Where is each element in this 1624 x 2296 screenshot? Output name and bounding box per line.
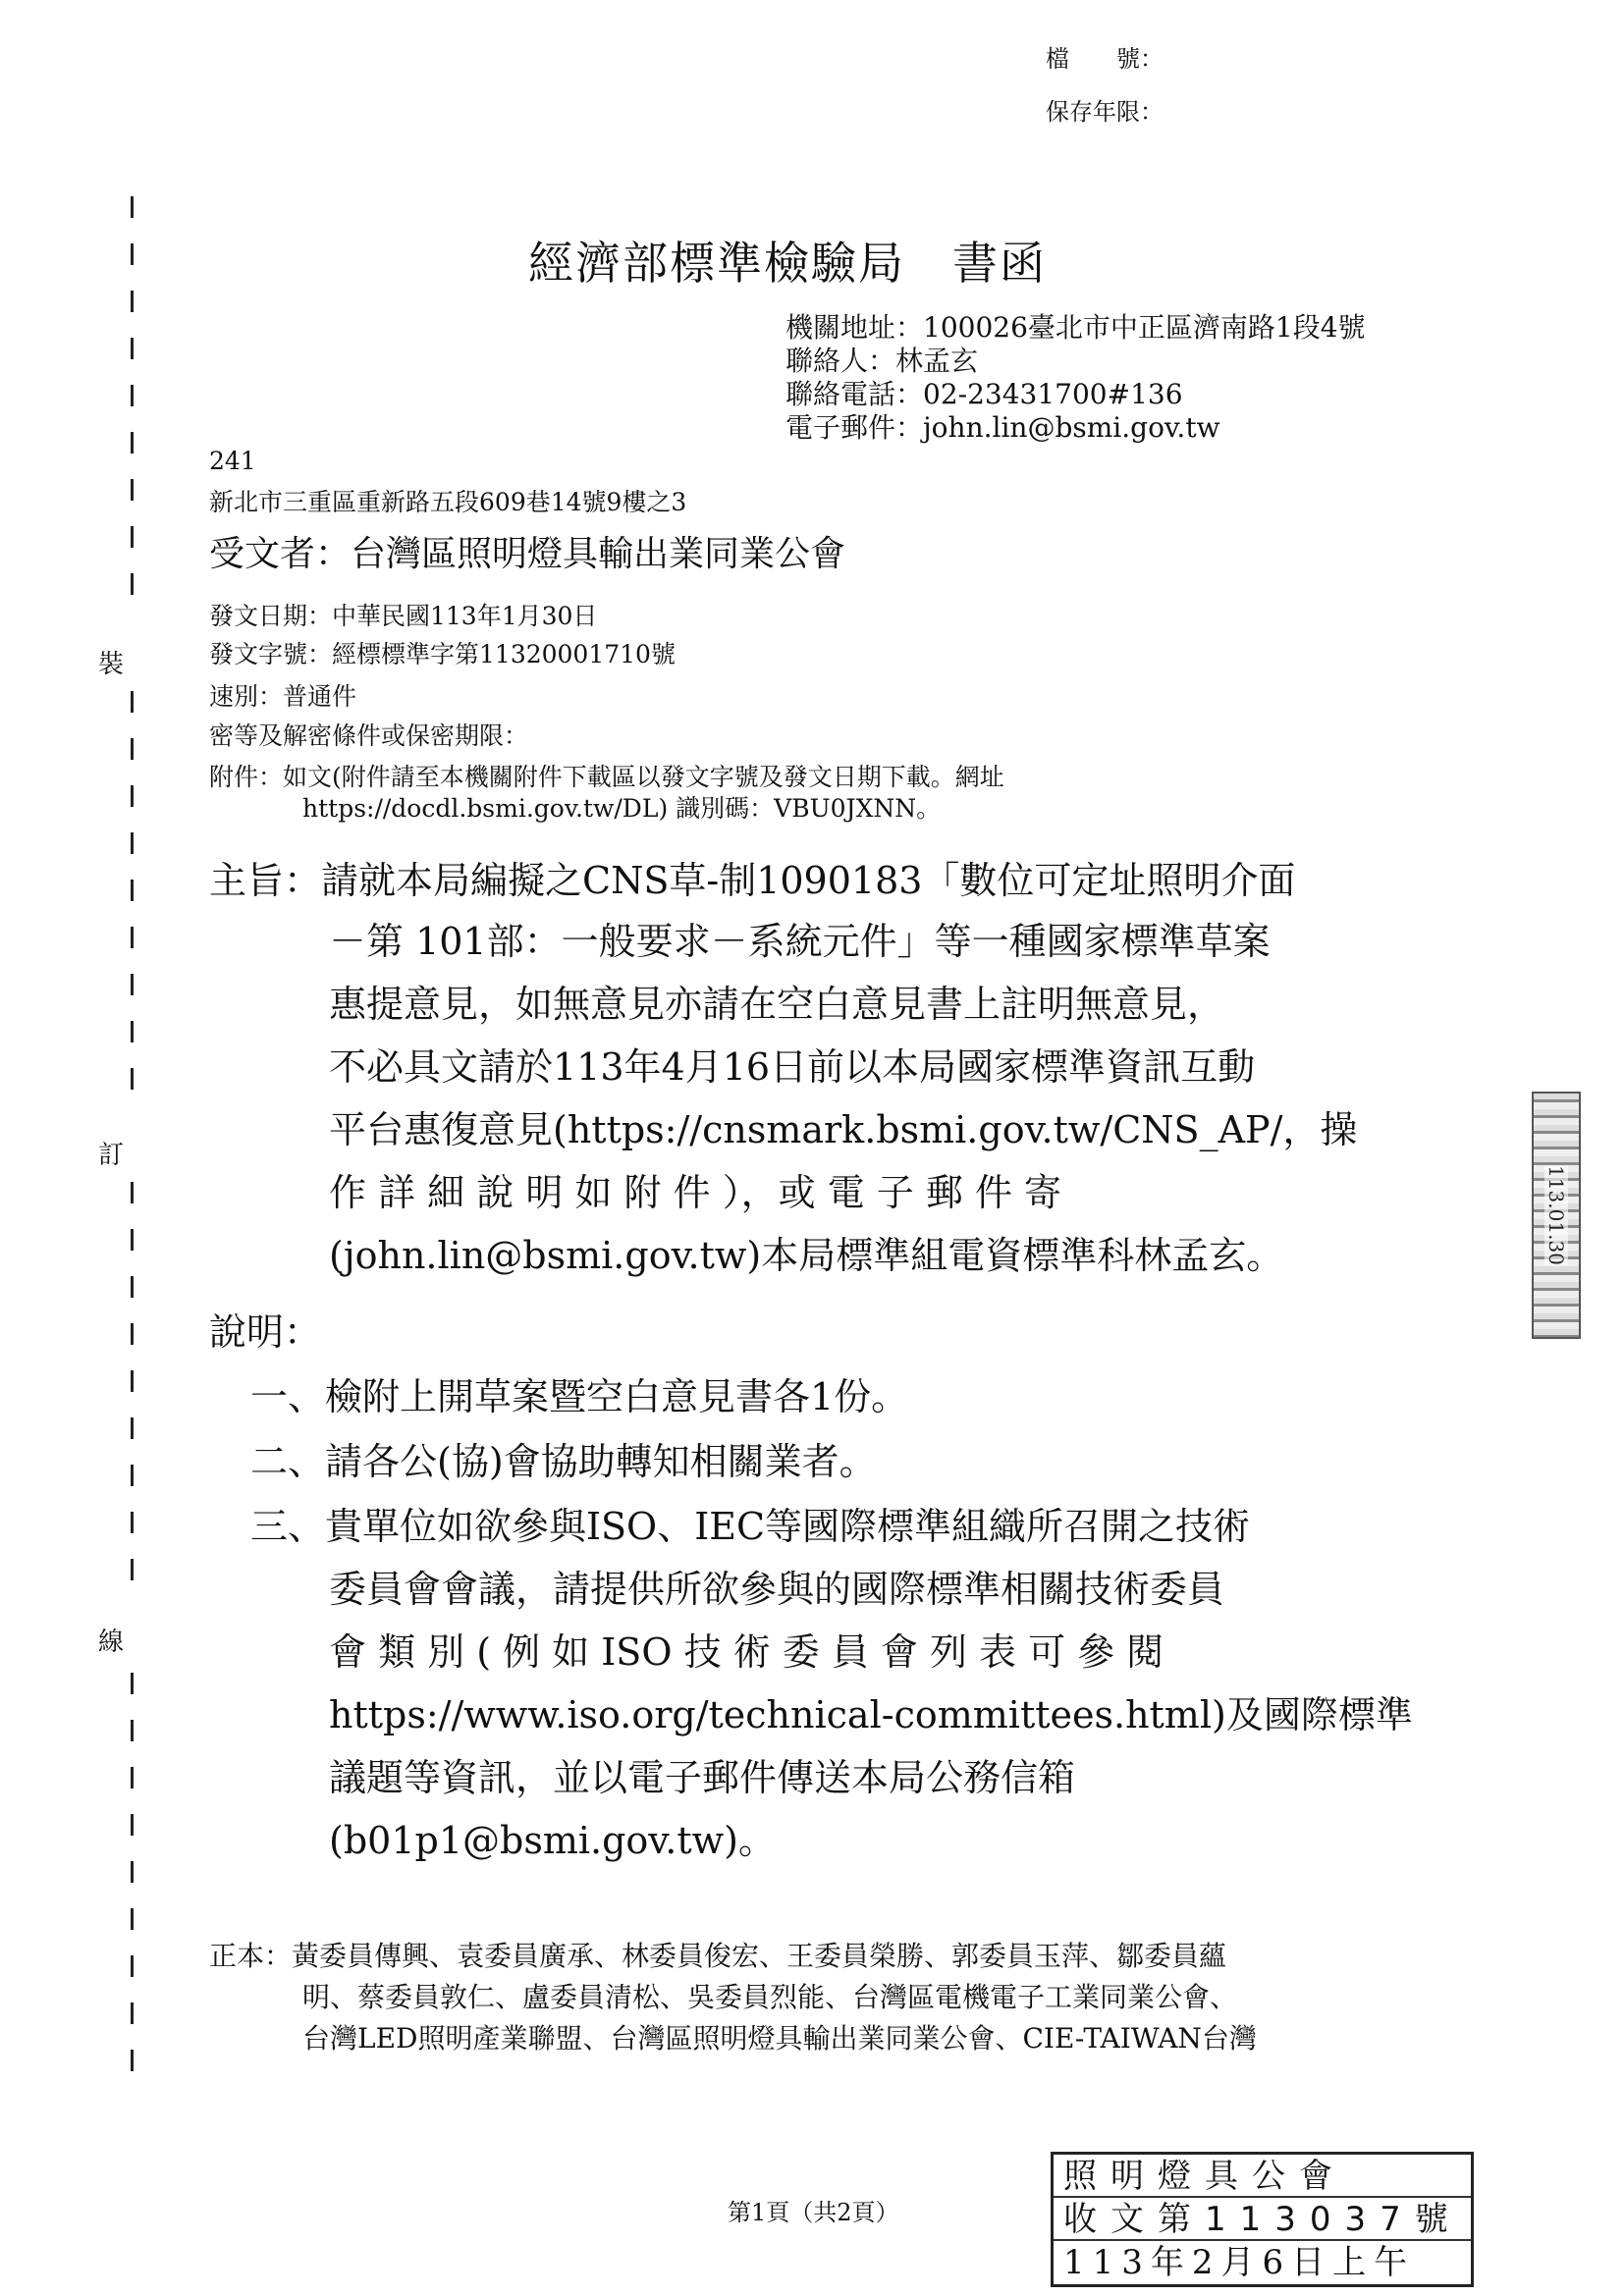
binding-dash bbox=[131, 1955, 134, 1977]
binding-dash bbox=[131, 1814, 134, 1836]
binding-dash bbox=[131, 338, 134, 359]
subject-line: 作 詳 細 說 明 如 附 件 ），或 電 子 郵 件 寄 bbox=[329, 1171, 1062, 1214]
binding-dash bbox=[131, 291, 134, 312]
side-strip-text: 113.01.30 bbox=[1544, 1165, 1568, 1265]
file-number-label: 檔 號： bbox=[1046, 45, 1164, 73]
attachment-line-1: 附件：如文(附件請至本機關附件下載區以發文字號及發文日期下載。網址 bbox=[209, 763, 1004, 791]
binding-dash bbox=[131, 1417, 134, 1439]
subject-line: 不必具文請於113年4月16日前以本局國家標準資訊互動 bbox=[329, 1045, 1256, 1089]
side-date-strip bbox=[1532, 1092, 1581, 1339]
delivery-speed: 速別：普通件 bbox=[209, 682, 357, 711]
issue-date: 發文日期：中華民國113年1月30日 bbox=[209, 602, 598, 630]
contact-person: 聯絡人：林孟玄 bbox=[785, 345, 979, 377]
subject-line: －第 101部：一般要求－系統元件」等一種國家標準草案 bbox=[329, 920, 1271, 963]
contact-email: 電子郵件：john.lin@bsmi.gov.tw bbox=[785, 411, 1220, 444]
binding-dash bbox=[131, 880, 134, 901]
page-title: 經濟部標準檢驗局 書函 bbox=[528, 237, 1047, 290]
attachment-line-2: https://docdl.bsmi.gov.tw/DL) 識別碼：VBU0JXNN。 bbox=[302, 794, 942, 823]
binding-dash bbox=[131, 385, 134, 406]
binding-label-zhuang: 裝 bbox=[98, 650, 125, 679]
subject-line: 平台惠復意見(https://cnsmark.bsmi.gov.tw/CNS_AP/，操 bbox=[329, 1108, 1358, 1151]
security-level: 密等及解密條件或保密期限： bbox=[209, 721, 529, 750]
binding-dash bbox=[131, 1559, 134, 1580]
binding-dash bbox=[131, 691, 134, 713]
binding-dash bbox=[131, 432, 134, 454]
binding-dash bbox=[131, 1465, 134, 1486]
binding-dash bbox=[131, 1229, 134, 1251]
binding-dash bbox=[131, 479, 134, 501]
retention-label: 保存年限： bbox=[1046, 98, 1164, 126]
binding-dash bbox=[131, 738, 134, 760]
explanation-heading: 說明： bbox=[209, 1310, 322, 1354]
binding-dash bbox=[131, 1276, 134, 1298]
binding-label-xian: 線 bbox=[98, 1628, 125, 1657]
binding-dash bbox=[131, 243, 134, 265]
binding-dash bbox=[131, 785, 134, 807]
explanation-item-line: 議題等資訊，並以電子郵件傳送本局公務信箱 bbox=[329, 1756, 1076, 1799]
cc-line: 正本：黃委員傳興、袁委員廣承、林委員俊宏、王委員榮勝、郭委員玉萍、鄒委員蘊 bbox=[209, 1940, 1227, 1972]
recipient-postal-code: 241 bbox=[209, 447, 256, 475]
cc-line: 台灣LED照明產業聯盟、台灣區照明燈具輸出業同業公會、CIE-TAIWAN台灣 bbox=[302, 2022, 1257, 2055]
agency-address: 機關地址：100026臺北市中正區濟南路1段4號 bbox=[785, 311, 1366, 344]
stamp-receipt-date: 113年2月6日上午 bbox=[1063, 2243, 1416, 2282]
binding-dash bbox=[131, 1370, 134, 1392]
stamp-receipt-number: 收文第113037號 bbox=[1054, 2198, 1471, 2241]
contact-phone: 聯絡電話：02-23431700#136 bbox=[785, 378, 1183, 410]
binding-dash bbox=[131, 927, 134, 948]
binding-dash bbox=[131, 2002, 134, 2024]
receipt-stamp bbox=[1051, 2152, 1474, 2287]
binding-dash bbox=[131, 1021, 134, 1042]
binding-dash bbox=[131, 974, 134, 995]
explanation-item: 二、請各公(協)會協助轉知相關業者。 bbox=[250, 1440, 877, 1483]
explanation-item-line: https://www.iso.org/technical-committees.html)及國際標準 bbox=[329, 1693, 1413, 1736]
recipient-name: 受文者：台灣區照明燈具輸出業同業公會 bbox=[209, 534, 846, 574]
binding-dash bbox=[131, 1720, 134, 1741]
explanation-item-line: 委員會會議，請提供所欲參與的國際標準相關技術委員 bbox=[329, 1568, 1225, 1611]
subject-line: 主旨：請就本局編擬之CNS草-制1090183「數位可定址照明介面 bbox=[209, 859, 1296, 902]
binding-dash bbox=[131, 526, 134, 548]
document-number: 發文字號：經標標準字第11320001710號 bbox=[209, 640, 676, 668]
subject-line: (john.lin@bsmi.gov.tw)本局標準組電資標準科林孟玄。 bbox=[329, 1234, 1284, 1277]
binding-dash bbox=[131, 832, 134, 854]
binding-dash bbox=[131, 1861, 134, 1883]
binding-dash bbox=[131, 1908, 134, 1930]
page-number: 第1頁（共2頁） bbox=[728, 2199, 899, 2226]
stamp-association: 照明燈具公會 bbox=[1054, 2155, 1471, 2198]
recipient-address: 新北市三重區重新路五段609巷14號9樓之3 bbox=[209, 488, 687, 516]
binding-dash bbox=[131, 196, 134, 218]
binding-dash bbox=[131, 1182, 134, 1203]
explanation-item-line: (b01p1@bsmi.gov.tw)。 bbox=[329, 1819, 776, 1862]
explanation-item-line: 會 類 別 ( 例 如 ISO 技 術 委 員 會 列 表 可 參 閱 bbox=[329, 1630, 1164, 1674]
binding-dash bbox=[131, 1767, 134, 1789]
binding-dash bbox=[131, 1323, 134, 1345]
binding-dash bbox=[131, 573, 134, 595]
binding-dash bbox=[131, 2050, 134, 2071]
binding-dash bbox=[131, 1673, 134, 1694]
binding-label-ding: 訂 bbox=[98, 1141, 125, 1170]
binding-dash bbox=[131, 1068, 134, 1090]
binding-dash bbox=[131, 1512, 134, 1533]
subject-line: 惠提意見，如無意見亦請在空白意見書上註明無意見， bbox=[329, 983, 1225, 1026]
explanation-item: 一、檢附上開草案暨空白意見書各1份。 bbox=[250, 1375, 909, 1418]
cc-line: 明、蔡委員敦仁、盧委員清松、吳委員烈能、台灣區電機電子工業同業公會、 bbox=[302, 1981, 1238, 2013]
explanation-item: 三、貴單位如欲參與ISO、IEC等國際標準組織所召開之技術 bbox=[250, 1505, 1251, 1548]
